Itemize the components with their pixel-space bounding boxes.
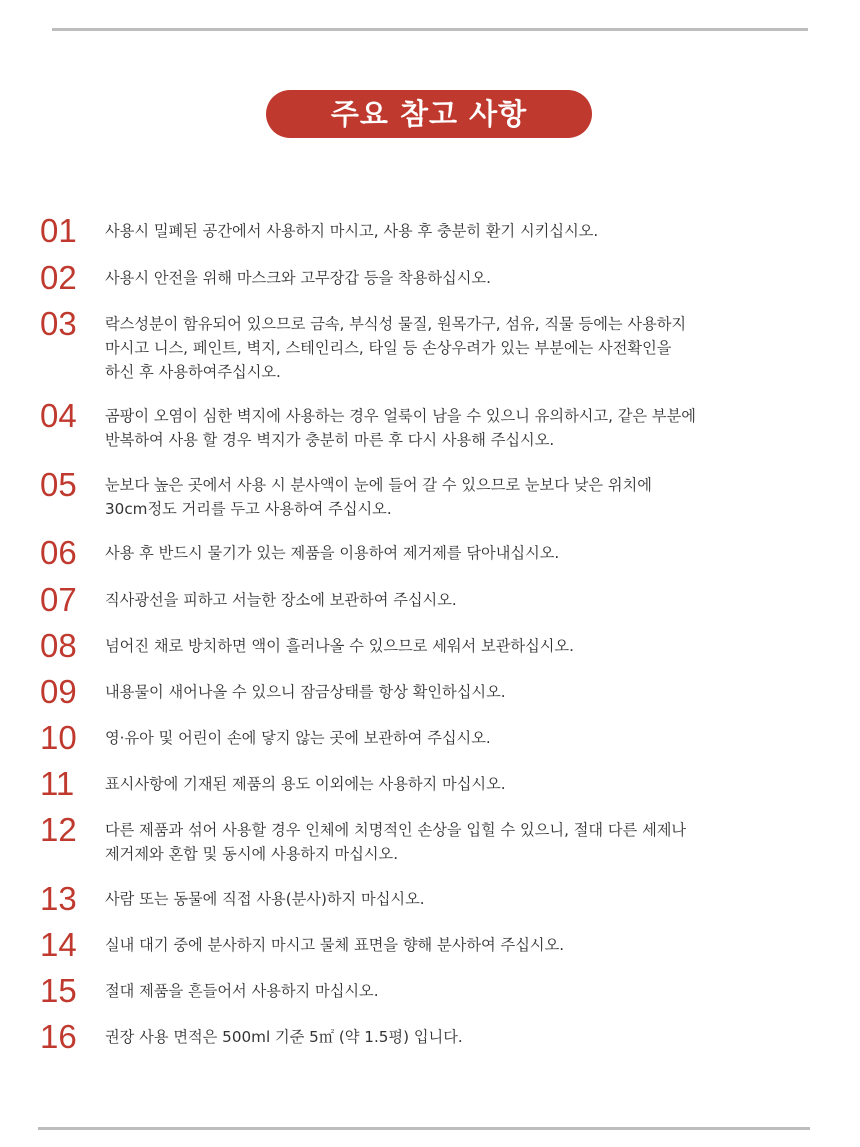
- note-text-line: 사람 또는 동물에 직접 사용(분사)하지 마십시오.: [105, 890, 425, 908]
- note-text-line: 사용시 안전을 위해 마스크와 고무장갑 등을 착용하십시오.: [105, 269, 491, 287]
- note-text: [105, 818, 805, 866]
- note-number: 12: [40, 811, 77, 848]
- note-text-line: 30cm정도 거리를 두고 사용하여 주십시오.: [105, 500, 392, 518]
- note-number: 03: [40, 305, 77, 342]
- note-text: [105, 312, 805, 384]
- note-number: 01: [40, 212, 77, 249]
- note-text-line: 권장 사용 면적은 500ml 기준 5㎡ (약 1.5평) 입니다.: [105, 1028, 463, 1046]
- note-text: [105, 726, 805, 750]
- section-title: 주요 참고 사항: [266, 90, 592, 138]
- note-text-line: 직사광선을 피하고 서늘한 장소에 보관하여 주십시오.: [105, 591, 457, 609]
- note-text: [105, 404, 805, 452]
- note-text: [105, 933, 805, 957]
- note-number: 15: [40, 972, 77, 1009]
- note-text: [105, 588, 805, 612]
- note-text-line: 표시사항에 기재된 제품의 용도 이외에는 사용하지 마십시오.: [105, 775, 506, 793]
- note-number: 08: [40, 627, 77, 664]
- note-text: [105, 680, 805, 704]
- note-text-line: 반복하여 사용 할 경우 벽지가 충분히 마른 후 다시 사용해 주십시오.: [105, 431, 555, 449]
- note-text-line: 락스성분이 함유되어 있으므로 금속, 부식성 물질, 원목가구, 섬유, 직물 등에는 사용하지: [105, 315, 687, 333]
- top-divider: [52, 28, 808, 31]
- note-text-line: 영·유아 및 어린이 손에 닿지 않는 곳에 보관하여 주십시오.: [105, 729, 491, 747]
- note-text: [105, 219, 805, 243]
- note-number: 13: [40, 880, 77, 917]
- note-text-line: 실내 대기 중에 분사하지 마시고 물체 표면을 향해 분사하여 주십시오.: [105, 936, 565, 954]
- note-number: 06: [40, 534, 77, 571]
- bottom-divider: [38, 1127, 810, 1130]
- note-number: 02: [40, 259, 77, 296]
- note-text: [105, 887, 805, 911]
- note-text: [105, 772, 805, 796]
- note-number: 14: [40, 926, 77, 963]
- note-text: [105, 1025, 805, 1049]
- note-text-line: 곰팡이 오염이 심한 벽지에 사용하는 경우 얼룩이 남을 수 있으니 유의하시고, 같은 부분에: [105, 407, 696, 425]
- note-text-line: 절대 제품을 흔들어서 사용하지 마십시오.: [105, 982, 379, 1000]
- note-text-line: 하신 후 사용하여주십시오.: [105, 363, 281, 381]
- note-text: [105, 473, 805, 521]
- note-text-line: 내용물이 새어나올 수 있으니 잠금상태를 항상 확인하십시오.: [105, 683, 506, 701]
- note-text-line: 다른 제품과 섞어 사용할 경우 인체에 치명적인 손상을 입힐 수 있으니, 절대 다른 세제나: [105, 821, 687, 839]
- note-text-line: 사용 후 반드시 물기가 있는 제품을 이용하여 제거제를 닦아내십시오.: [105, 544, 560, 562]
- note-number: 05: [40, 466, 77, 503]
- note-text: [105, 541, 805, 565]
- note-text: [105, 266, 805, 290]
- note-number: 09: [40, 673, 77, 710]
- note-text-line: 사용시 밀폐된 공간에서 사용하지 마시고, 사용 후 충분히 환기 시키십시오.: [105, 222, 599, 240]
- note-text: [105, 634, 805, 658]
- note-text-line: 제거제와 혼합 및 동시에 사용하지 마십시오.: [105, 845, 399, 863]
- note-number: 16: [40, 1018, 77, 1055]
- note-number: 04: [40, 397, 77, 434]
- note-text-line: 마시고 니스, 페인트, 벽지, 스테인리스, 타일 등 손상우려가 있는 부분에는 사전확인을: [105, 339, 672, 357]
- note-number: 11: [40, 765, 75, 802]
- note-text: [105, 979, 805, 1003]
- note-text-line: 넘어진 채로 방치하면 액이 흘러나올 수 있으므로 세워서 보관하십시오.: [105, 637, 574, 655]
- note-number: 07: [40, 581, 77, 618]
- note-text-line: 눈보다 높은 곳에서 사용 시 분사액이 눈에 들어 갈 수 있으므로 눈보다 낮은 위치에: [105, 476, 652, 494]
- note-number: 10: [40, 719, 77, 756]
